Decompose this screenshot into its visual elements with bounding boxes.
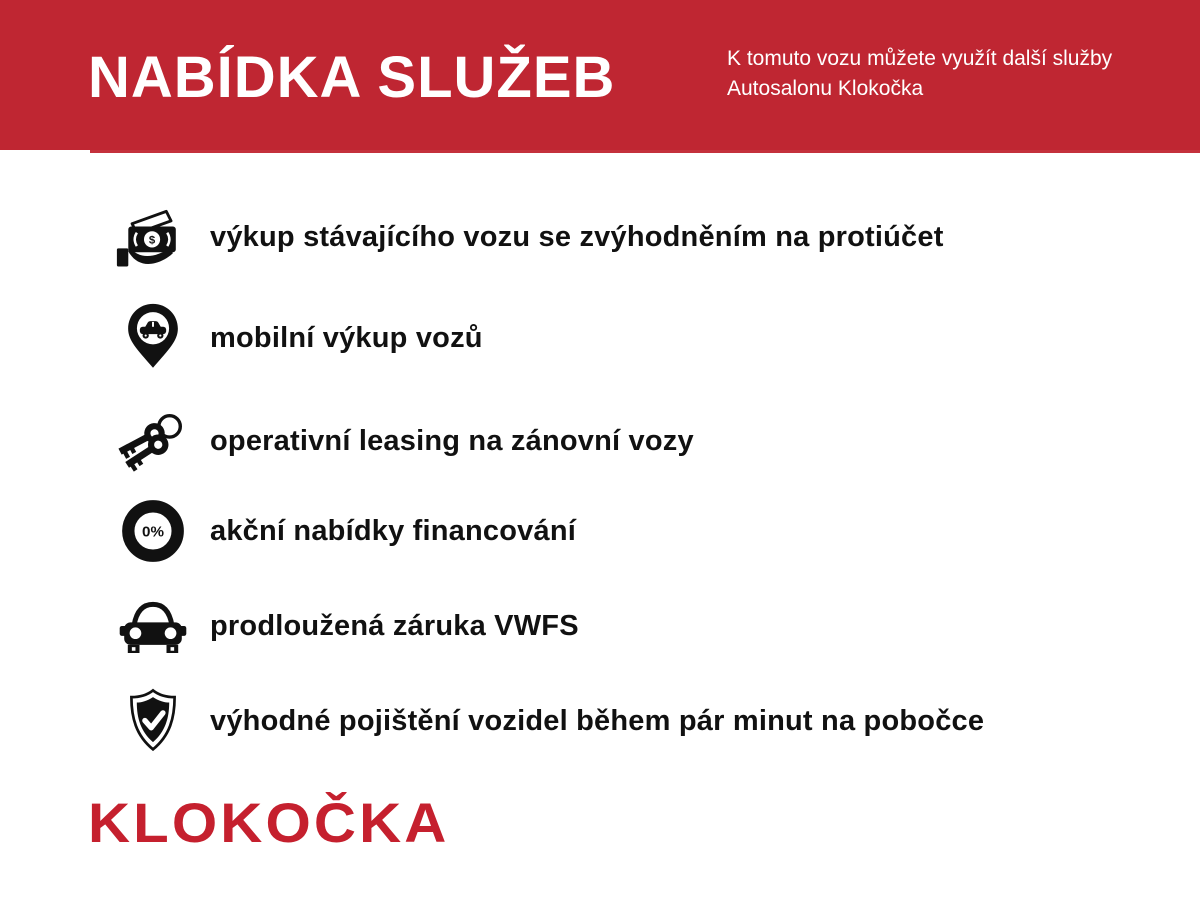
service-label: operativní leasing na zánovní vozy xyxy=(210,424,694,457)
header-subtitle-line1: K tomuto vozu můžete využít další služby xyxy=(727,47,1113,70)
service-label: prodloužená záruka VWFS xyxy=(210,609,579,642)
service-label: výhodné pojištění vozidel během pár minut na pobočce xyxy=(210,704,985,737)
keys-icon xyxy=(112,399,194,483)
service-row-insurance xyxy=(112,679,984,763)
header-subtitle-line2: Autosalonu Klokočka xyxy=(727,77,924,100)
svg-text:0%: 0% xyxy=(142,523,164,541)
cash-in-hand-icon xyxy=(112,195,194,279)
service-label: výkup stávajícího vozu se zvýhodněním na protiúčet xyxy=(210,220,944,253)
service-label: akční nabídky financování xyxy=(210,514,576,547)
service-row-trade-in xyxy=(112,195,944,279)
svg-text:$: $ xyxy=(148,234,156,247)
header-subtitle xyxy=(727,44,1112,104)
header-band xyxy=(0,0,1200,150)
service-row-mobile-buyout xyxy=(112,296,483,380)
service-row-leasing xyxy=(112,399,694,483)
car-location-pin-icon xyxy=(112,296,194,380)
shield-check-icon xyxy=(112,679,194,763)
page-title: NABÍDKA SLUŽEB xyxy=(88,45,616,110)
car-front-icon xyxy=(112,584,194,668)
zero-percent-icon xyxy=(112,489,194,573)
service-row-warranty xyxy=(112,584,579,668)
klokocka-logo: KLOKOČKA xyxy=(88,791,450,854)
service-row-financing xyxy=(112,489,576,573)
service-label: mobilní výkup vozů xyxy=(210,321,483,354)
